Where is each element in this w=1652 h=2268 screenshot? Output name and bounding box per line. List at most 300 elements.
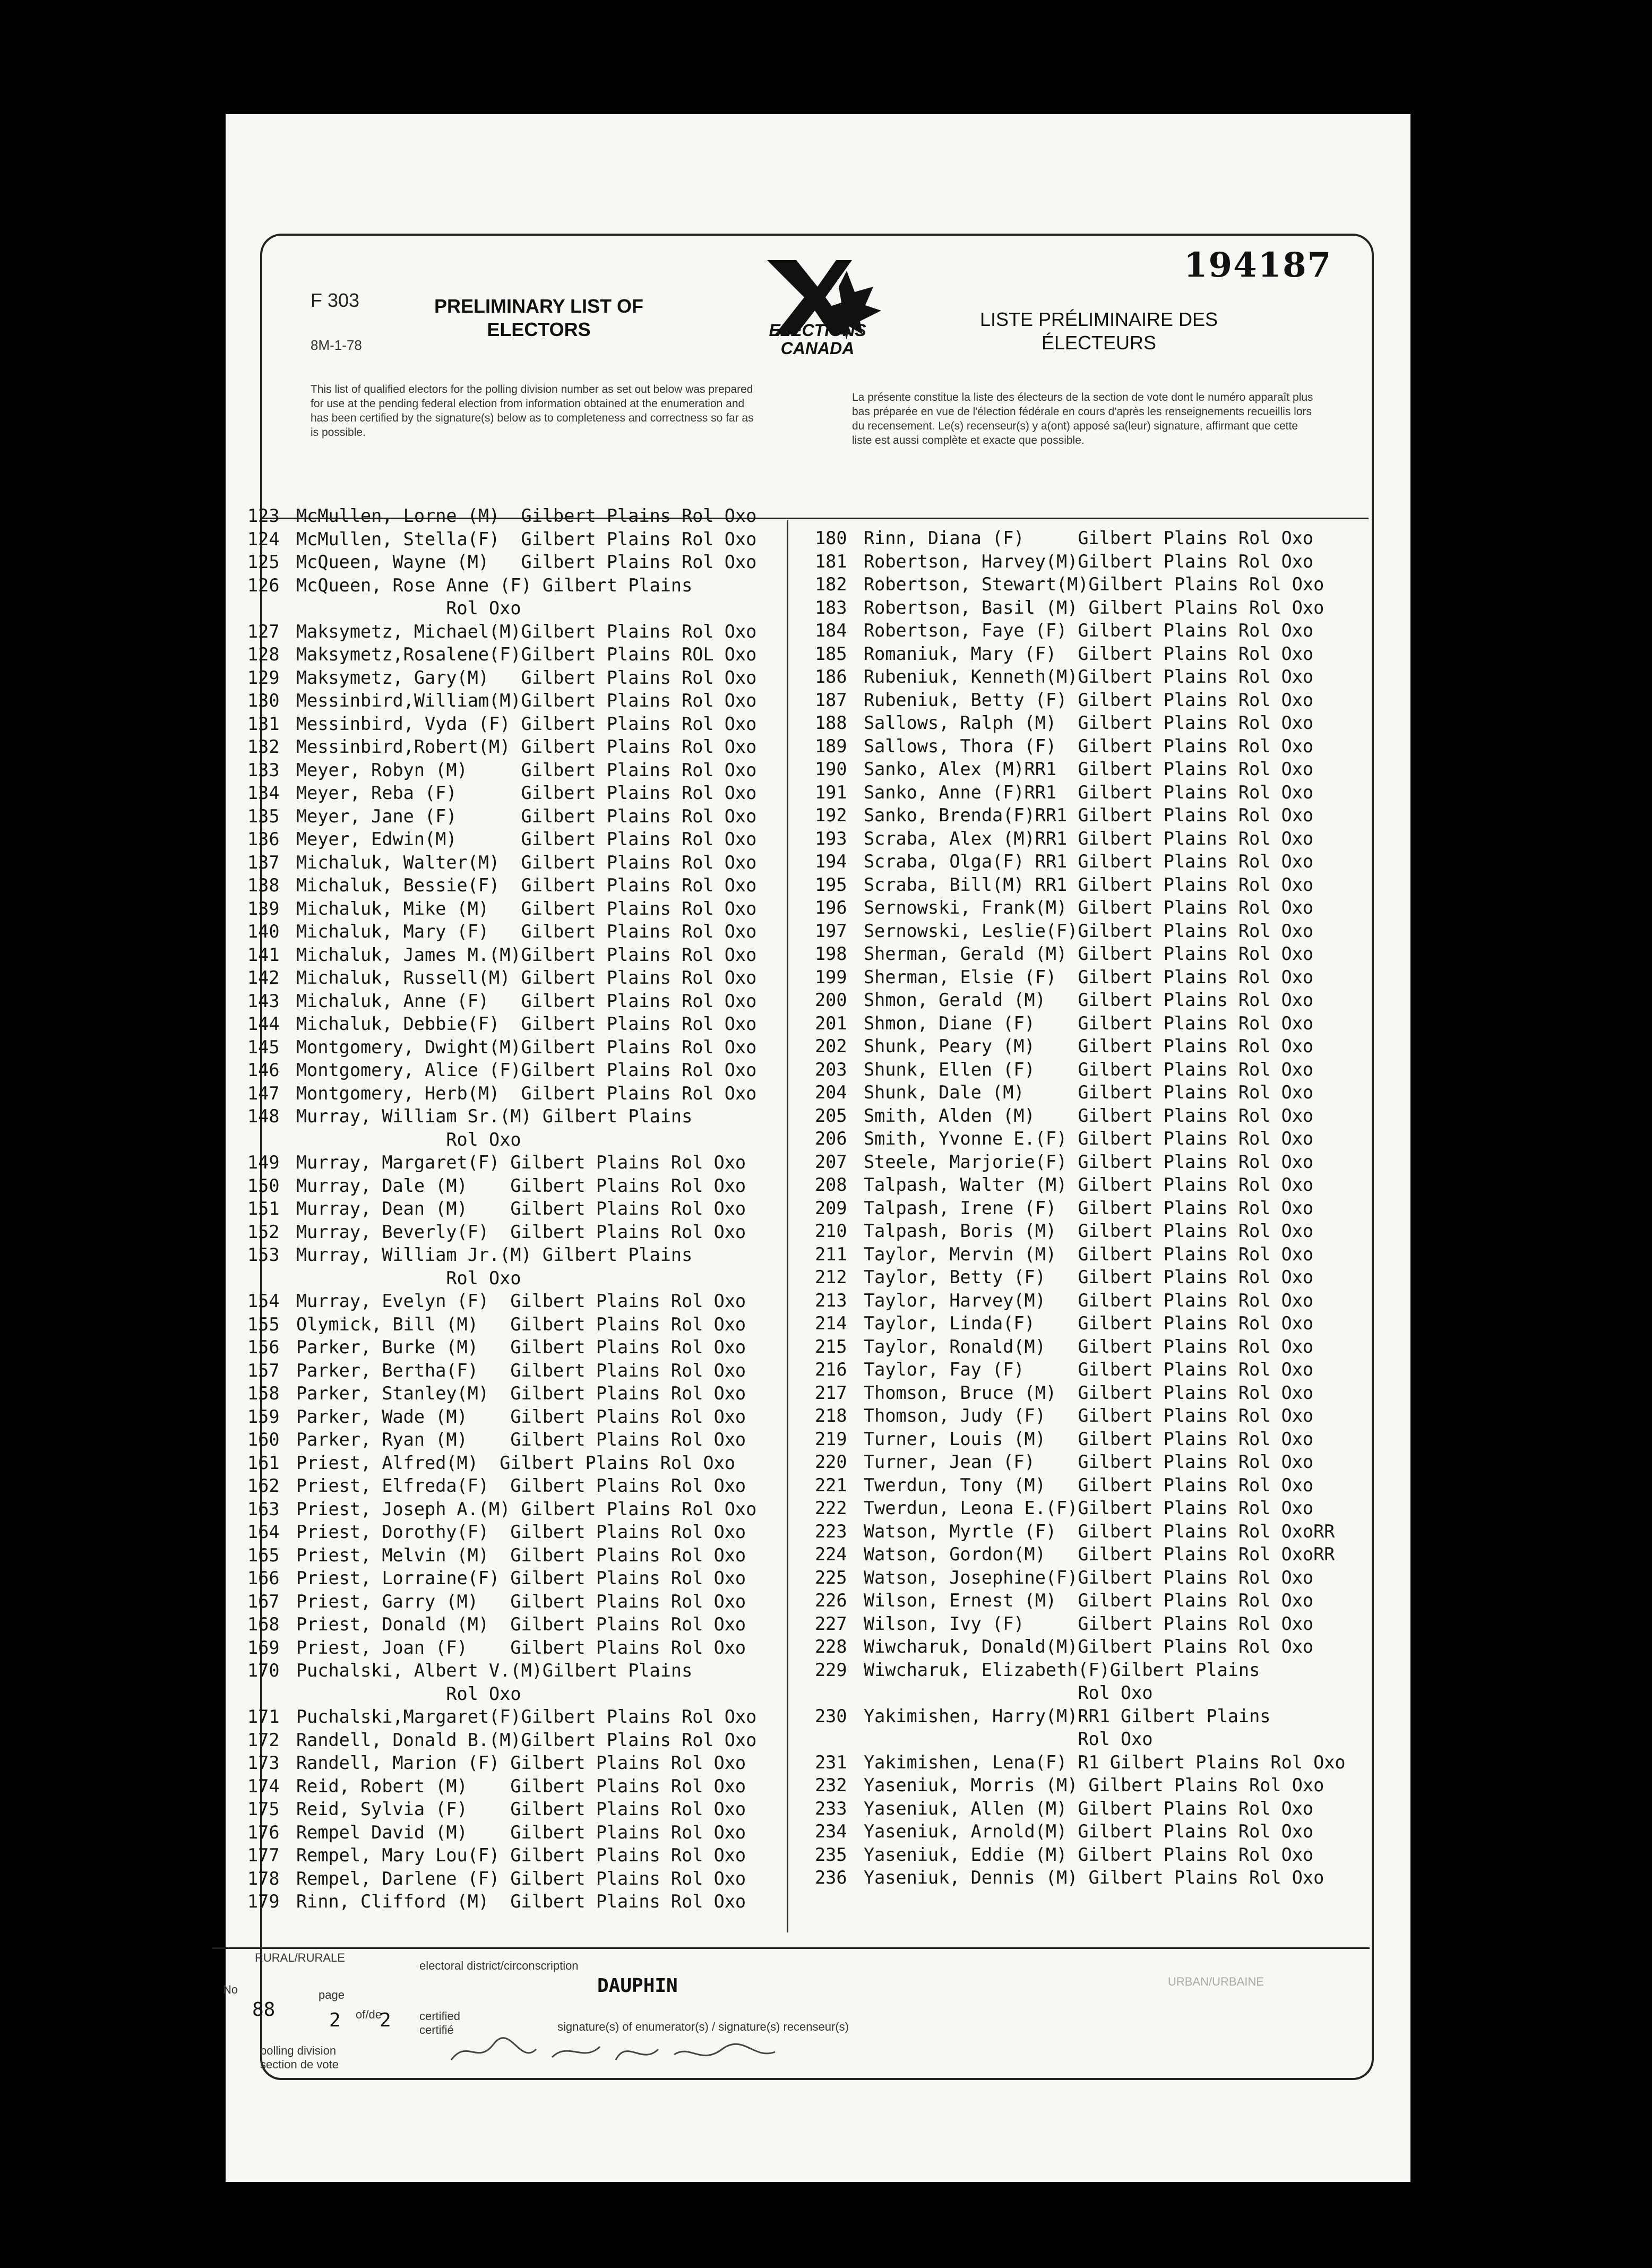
elector-row	[815, 735, 1346, 758]
elector-number: 221	[815, 1474, 847, 1496]
elector-entry: Rubeniuk, Kenneth(M)Gilbert Plains Rol Oxo	[864, 666, 1314, 687]
elector-entry: Priest, Melvin (M) Gilbert Plains Rol Oxo	[296, 1544, 746, 1566]
elector-number: 191	[815, 781, 847, 803]
elector-number: 159	[247, 1406, 280, 1427]
elector-entry: Montgomery, Herb(M) Gilbert Plains Rol Oxo	[296, 1083, 757, 1104]
elector-row	[247, 1221, 756, 1244]
elector-number: 149	[247, 1152, 280, 1173]
elector-number: 196	[815, 897, 847, 918]
elector-row	[815, 665, 1346, 689]
elector-row	[247, 712, 756, 736]
elector-entry: Watson, Gordon(M) Gilbert Plains Rol OxoRR	[864, 1544, 1335, 1565]
elector-row	[815, 1127, 1346, 1150]
elector-number: 220	[815, 1451, 847, 1472]
elector-entry: Twerdun, Leona E.(F)Gilbert Plains Rol Oxo	[864, 1498, 1314, 1518]
elector-row	[815, 596, 1346, 620]
elector-number: 215	[815, 1336, 847, 1357]
elector-row	[815, 527, 1346, 550]
elector-number: 131	[247, 713, 280, 734]
elector-row	[247, 1059, 756, 1082]
elector-entry: Parker, Stanley(M) Gilbert Plains Rol Oxo	[296, 1383, 746, 1404]
elector-number: 164	[247, 1522, 280, 1542]
elector-number: 201	[815, 1012, 847, 1034]
elector-row	[815, 1474, 1346, 1497]
elector-number: 205	[815, 1105, 847, 1126]
elector-row	[247, 1890, 756, 1913]
elector-entry: Murray, William Jr.(M) Gilbert Plains	[296, 1244, 693, 1265]
elector-entry: Reid, Sylvia (F) Gilbert Plains Rol Oxo	[296, 1799, 746, 1819]
certified-label: certified certifié	[419, 2009, 461, 2037]
elector-entry: Wiwcharuk, Donald(M)Gilbert Plains Rol Oxo	[864, 1636, 1314, 1657]
elector-number: 218	[815, 1405, 847, 1426]
elector-row	[247, 1197, 756, 1221]
elector-number: 150	[247, 1175, 280, 1196]
elector-row	[815, 1543, 1346, 1566]
elector-entry: Shunk, Peary (M) Gilbert Plains Rol Oxo	[864, 1036, 1314, 1056]
elector-row	[247, 966, 756, 990]
elector-number: 161	[247, 1452, 280, 1473]
elector-entry: Sernowski, Frank(M) Gilbert Plains Rol Oxo	[864, 897, 1314, 918]
elector-entry: Smith, Alden (M) Gilbert Plains Rol Oxo	[864, 1105, 1314, 1126]
elector-entry: Rinn, Diana (F) Gilbert Plains Rol Oxo	[864, 528, 1314, 548]
elector-entry: Yakimishen, Harry(M)RR1 Gilbert Plains	[864, 1705, 1271, 1726]
elector-entry: Puchalski,Margaret(F)Gilbert Plains Rol Oxo	[296, 1706, 757, 1727]
elector-entry: Rol Oxo	[296, 1683, 521, 1704]
elector-row	[815, 1381, 1346, 1405]
page-label: page	[319, 1988, 345, 2001]
elector-number: 193	[815, 828, 847, 849]
elector-number: 186	[815, 666, 847, 687]
elector-row	[815, 1774, 1346, 1797]
elector-entry: Messinbird, Vyda (F) Gilbert Plains Rol Oxo	[296, 713, 757, 734]
elector-number: 176	[247, 1822, 280, 1843]
elector-row	[815, 642, 1346, 666]
elector-entry: Murray, William Sr.(M) Gilbert Plains	[296, 1106, 693, 1127]
elector-row	[247, 689, 756, 712]
elector-entry: Michaluk, Mary (F) Gilbert Plains Rol Oxo	[296, 921, 757, 942]
elector-row	[247, 1867, 756, 1891]
elector-entry: Scraba, Olga(F) RR1 Gilbert Plains Rol Oxo	[864, 851, 1314, 872]
elector-row	[815, 1173, 1346, 1197]
elector-entry: Turner, Jean (F) Gilbert Plains Rol Oxo	[864, 1451, 1314, 1472]
form-number: F 303	[311, 289, 360, 311]
elector-row	[815, 1243, 1346, 1266]
elector-row	[815, 1659, 1346, 1682]
elector-entry: Priest, Dorothy(F) Gilbert Plains Rol Oxo	[296, 1522, 746, 1542]
elector-row	[815, 781, 1346, 804]
elector-number: 171	[247, 1706, 280, 1727]
elector-entry: Talpash, Irene (F) Gilbert Plains Rol Oxo	[864, 1197, 1314, 1218]
elector-entry: Michaluk, James M.(M)Gilbert Plains Rol Oxo	[296, 944, 757, 965]
elector-entry: Meyer, Jane (F) Gilbert Plains Rol Oxo	[296, 805, 757, 827]
elector-number: 125	[247, 552, 280, 572]
elector-number: 231	[815, 1751, 847, 1773]
elector-entry: Turner, Louis (M) Gilbert Plains Rol Oxo	[864, 1428, 1314, 1449]
elector-number: 225	[815, 1567, 847, 1588]
elector-number: 178	[247, 1868, 280, 1889]
elector-number: 147	[247, 1083, 280, 1104]
elector-number: 169	[247, 1637, 280, 1658]
elector-entry: Talpash, Walter (M) Gilbert Plains Rol Oxo	[864, 1174, 1314, 1195]
elector-entry: Michaluk, Anne (F) Gilbert Plains Rol Oxo	[296, 990, 757, 1011]
elector-number: 170	[247, 1660, 280, 1681]
elector-row	[247, 1567, 756, 1590]
elector-entry: Rol Oxo	[864, 1729, 1153, 1749]
elector-entry: Priest, Garry (M) Gilbert Plains Rol Oxo	[296, 1591, 746, 1612]
elector-number: 124	[247, 528, 280, 549]
elector-number: 157	[247, 1360, 280, 1381]
elector-entry: Robertson, Faye (F) Gilbert Plains Rol Oxo	[864, 620, 1314, 641]
of-label: of/de	[356, 2008, 382, 2021]
elector-number: 207	[815, 1151, 847, 1172]
elector-number: 236	[815, 1867, 847, 1888]
elector-number: 155	[247, 1313, 280, 1335]
elector-entry: Murray, Beverly(F) Gilbert Plains Rol Oxo	[296, 1221, 746, 1242]
elector-entry: Murray, Dale (M) Gilbert Plains Rol Oxo	[296, 1175, 746, 1196]
elector-number: 228	[815, 1636, 847, 1657]
elector-row	[247, 1105, 756, 1128]
elector-entry: Watson, Myrtle (F) Gilbert Plains Rol OxoRR	[864, 1520, 1335, 1542]
elector-row	[815, 1450, 1346, 1474]
elector-entry: Steele, Marjorie(F) Gilbert Plains Rol Oxo	[864, 1151, 1314, 1172]
signature-label: signature(s) of enumerator(s) / signature(s) recenseur(s)	[557, 2020, 849, 2033]
elector-number: 174	[247, 1775, 280, 1797]
elector-row	[815, 1428, 1346, 1451]
title-english: PRELIMINARY LIST OF ELECTORS	[434, 295, 643, 340]
elector-entry: Priest, Elfreda(F) Gilbert Plains Rol Oxo	[296, 1475, 746, 1496]
elector-row	[247, 1613, 756, 1636]
elector-row	[815, 619, 1346, 642]
elector-number: 182	[815, 574, 847, 595]
elector-row	[247, 805, 756, 828]
elector-number: 126	[247, 574, 280, 596]
elector-number: 224	[815, 1544, 847, 1565]
elector-entry: Watson, Josephine(F)Gilbert Plains Rol Oxo	[864, 1567, 1314, 1588]
elector-row	[247, 1243, 756, 1267]
elector-row	[247, 1520, 756, 1544]
elector-row	[815, 1012, 1346, 1035]
elector-number: 158	[247, 1383, 280, 1404]
elector-entry: Reid, Robert (M) Gilbert Plains Rol Oxo	[296, 1775, 746, 1797]
elector-number: 216	[815, 1359, 847, 1380]
elector-entry: Robertson, Stewart(M)Gilbert Plains Rol Oxo	[864, 574, 1324, 595]
elector-entry: Scraba, Alex (M)RR1 Gilbert Plains Rol Oxo	[864, 828, 1314, 849]
elector-list-left	[247, 504, 756, 1913]
elector-number: 184	[815, 620, 847, 641]
elector-entry: Sallows, Ralph (M) Gilbert Plains Rol Oxo	[864, 712, 1314, 733]
polling-division-number: 88	[252, 1999, 276, 2021]
elector-row	[815, 1612, 1346, 1636]
elector-entry: Sernowski, Leslie(F)Gilbert Plains Rol Oxo	[864, 920, 1314, 941]
elector-entry: Michaluk, Russell(M) Gilbert Plains Rol Oxo	[296, 967, 757, 988]
elector-row	[815, 896, 1346, 920]
page-number: 2	[329, 2009, 341, 2031]
elector-row	[815, 1820, 1346, 1843]
elector-row	[247, 1012, 756, 1036]
elector-number: 194	[815, 851, 847, 872]
elector-number: 180	[815, 528, 847, 548]
rural-label: RURAL/RURALE	[255, 1951, 345, 1964]
elector-number: 123	[247, 505, 280, 526]
elector-entry: Wilson, Ivy (F) Gilbert Plains Rol Oxo	[864, 1613, 1314, 1634]
elector-entry: Smith, Yvonne E.(F) Gilbert Plains Rol Oxo	[864, 1128, 1314, 1149]
elector-number: 200	[815, 990, 847, 1010]
column-divider	[787, 520, 788, 1932]
elector-row	[815, 1751, 1346, 1774]
elector-number: 219	[815, 1428, 847, 1449]
elector-entry: Messinbird,Robert(M) Gilbert Plains Rol Oxo	[296, 736, 757, 757]
elector-entry: Yakimishen, Lena(F) R1 Gilbert Plains Rol Oxo	[864, 1751, 1346, 1773]
elector-row	[247, 643, 756, 666]
elector-entry: Meyer, Robyn (M) Gilbert Plains Rol Oxo	[296, 759, 757, 780]
elector-entry: Yaseniuk, Dennis (M) Gilbert Plains Rol Oxo	[864, 1867, 1324, 1888]
elector-row	[247, 1128, 756, 1152]
elector-entry: Parker, Wade (M) Gilbert Plains Rol Oxo	[296, 1406, 746, 1427]
elector-row	[815, 550, 1346, 573]
elector-row	[247, 1082, 756, 1105]
elector-row	[247, 1775, 756, 1798]
elector-row	[247, 1267, 756, 1290]
elector-number: 217	[815, 1382, 847, 1403]
elector-entry: Parker, Burke (M) Gilbert Plains Rol Oxo	[296, 1337, 746, 1358]
elector-entry: Thomson, Bruce (M) Gilbert Plains Rol Oxo	[864, 1382, 1314, 1403]
elector-entry: Priest, Donald (M) Gilbert Plains Rol Oxo	[296, 1614, 746, 1635]
elector-row	[247, 1174, 756, 1198]
elector-row	[815, 850, 1346, 873]
elector-row	[247, 1844, 756, 1867]
elector-row	[815, 827, 1346, 850]
elector-row	[815, 1520, 1346, 1543]
elector-row	[815, 1035, 1346, 1058]
elector-row	[247, 897, 756, 921]
elector-number: 141	[247, 944, 280, 965]
elector-number: 213	[815, 1290, 847, 1311]
elector-entry: Murray, Dean (M) Gilbert Plains Rol Oxo	[296, 1198, 746, 1219]
elector-entry: Yaseniuk, Allen (M) Gilbert Plains Rol Oxo	[864, 1798, 1314, 1819]
elector-entry: Rempel, Mary Lou(F) Gilbert Plains Rol Oxo	[296, 1845, 746, 1866]
elector-entry: Taylor, Betty (F) Gilbert Plains Rol Oxo	[864, 1267, 1314, 1287]
elector-row	[815, 689, 1346, 712]
elector-row	[247, 1451, 756, 1475]
logo-text: ELECTIONS CANADA	[769, 321, 866, 358]
elector-number: 179	[247, 1891, 280, 1912]
elector-row	[247, 1428, 756, 1451]
elector-number: 168	[247, 1614, 280, 1635]
elector-entry: Sanko, Alex (M)RR1 Gilbert Plains Rol Oxo	[864, 759, 1314, 779]
elector-entry: Parker, Bertha(F) Gilbert Plains Rol Oxo	[296, 1360, 746, 1381]
elector-row	[815, 966, 1346, 989]
elector-entry: Shunk, Dale (M) Gilbert Plains Rol Oxo	[864, 1082, 1314, 1103]
elector-number: 135	[247, 805, 280, 827]
elector-entry: Murray, Margaret(F) Gilbert Plains Rol Oxo	[296, 1152, 746, 1173]
elector-row	[815, 1589, 1346, 1612]
elector-entry: Rempel David (M) Gilbert Plains Rol Oxo	[296, 1822, 746, 1843]
elector-row	[815, 1312, 1346, 1335]
elector-entry: Michaluk, Mike (M) Gilbert Plains Rol Oxo	[296, 898, 757, 919]
elector-row	[815, 1219, 1346, 1243]
form-date: 8M-1-78	[311, 337, 362, 353]
elector-row	[815, 711, 1346, 735]
elector-number: 206	[815, 1128, 847, 1149]
elector-entry: Montgomery, Dwight(M)Gilbert Plains Rol Oxo	[296, 1036, 757, 1058]
elector-row	[247, 1751, 756, 1775]
elector-entry: Randell, Marion (F) Gilbert Plains Rol Oxo	[296, 1752, 746, 1773]
elector-row	[247, 1682, 756, 1706]
elector-number: 185	[815, 643, 847, 664]
elector-entry: Randell, Donald B.(M)Gilbert Plains Rol Oxo	[296, 1729, 757, 1750]
elector-entry: Michaluk, Walter(M) Gilbert Plains Rol Oxo	[296, 852, 757, 873]
elector-entry: Shmon, Gerald (M) Gilbert Plains Rol Oxo	[864, 990, 1314, 1010]
elector-number: 128	[247, 644, 280, 665]
elector-row	[815, 920, 1346, 943]
elector-row	[815, 1266, 1346, 1289]
elector-row	[247, 551, 756, 574]
elector-number: 208	[815, 1174, 847, 1195]
elector-entry: Yaseniuk, Morris (M) Gilbert Plains Rol Oxo	[864, 1775, 1324, 1796]
elector-row	[247, 1821, 756, 1844]
urban-label: URBAN/URBAINE	[1168, 1975, 1264, 1988]
elector-number: 229	[815, 1659, 847, 1680]
elector-number: 145	[247, 1036, 280, 1058]
polling-division-label: polling division section de vote	[260, 2044, 339, 2071]
elector-entry: Robertson, Basil (M) Gilbert Plains Rol Oxo	[864, 597, 1324, 618]
elector-entry: Rempel, Darlene (F) Gilbert Plains Rol Oxo	[296, 1868, 746, 1889]
elector-entry: Rubeniuk, Betty (F) Gilbert Plains Rol Oxo	[864, 689, 1314, 710]
elector-entry: Shunk, Ellen (F) Gilbert Plains Rol Oxo	[864, 1059, 1314, 1080]
elector-entry: Rol Oxo	[296, 598, 521, 618]
elector-entry: Puchalski, Albert V.(M)Gilbert Plains	[296, 1660, 693, 1681]
elector-number: 133	[247, 759, 280, 780]
elector-entry: McQueen, Wayne (M) Gilbert Plains Rol Oxo	[296, 552, 757, 572]
elector-number: 204	[815, 1082, 847, 1103]
elector-row	[247, 1359, 756, 1382]
elector-row	[247, 781, 756, 805]
elector-number: 192	[815, 805, 847, 826]
elector-row	[815, 1058, 1346, 1081]
elector-row	[247, 666, 756, 690]
elector-row	[815, 573, 1346, 596]
elector-number: 232	[815, 1775, 847, 1796]
elector-entry: Taylor, Ronald(M) Gilbert Plains Rol Oxo	[864, 1336, 1314, 1357]
elector-number: 148	[247, 1106, 280, 1127]
elector-number: 226	[815, 1590, 847, 1611]
elector-row	[815, 1335, 1346, 1359]
elector-row	[815, 1150, 1346, 1174]
elector-entry: Rinn, Clifford (M) Gilbert Plains Rol Oxo	[296, 1891, 746, 1912]
elector-row	[815, 1566, 1346, 1590]
elector-number: 140	[247, 921, 280, 942]
elector-number: 137	[247, 852, 280, 873]
elector-entry: Priest, Joan (F) Gilbert Plains Rol Oxo	[296, 1637, 746, 1658]
elector-row	[815, 1197, 1346, 1220]
elector-row	[247, 1659, 756, 1682]
elector-entry: Maksymetz,Rosalene(F)Gilbert Plains ROL Oxo	[296, 644, 757, 665]
elector-number: 189	[815, 735, 847, 757]
elector-row	[247, 1798, 756, 1821]
elector-row	[247, 1382, 756, 1405]
elector-row	[247, 943, 756, 967]
elector-number: 129	[247, 667, 280, 688]
elector-number: 222	[815, 1498, 847, 1518]
elector-entry: Taylor, Fay (F) Gilbert Plains Rol Oxo	[864, 1359, 1314, 1380]
elector-row	[815, 1843, 1346, 1867]
elector-number: 190	[815, 759, 847, 779]
elector-entry: Taylor, Linda(F) Gilbert Plains Rol Oxo	[864, 1313, 1314, 1334]
elector-number: 132	[247, 736, 280, 757]
elector-number: 175	[247, 1799, 280, 1819]
elector-row	[247, 1729, 756, 1752]
intro-french: La présente constitue la liste des électeurs de la section de vote dont le numéro apparaît plus bas préparée en vue de l'élection fédérale en cours d'après les renseignements recueillis lors du recensement. Le(s) recenseur(s) y a(ont) apposé sa(leur) signature, affirmant que cette liste est aussi complète et exacte que possible.	[852, 391, 1313, 446]
elector-entry: Montgomery, Alice (F)Gilbert Plains Rol Oxo	[296, 1060, 757, 1080]
elector-row	[815, 1728, 1346, 1751]
elector-row	[247, 759, 756, 782]
elector-number: 130	[247, 690, 280, 711]
elector-row	[815, 1705, 1346, 1728]
elector-entry: Michaluk, Bessie(F) Gilbert Plains Rol Oxo	[296, 875, 757, 896]
elector-row	[815, 989, 1346, 1012]
elector-row	[815, 1866, 1346, 1889]
elector-number: 166	[247, 1568, 280, 1588]
elector-entry: Priest, Alfred(M) Gilbert Plains Rol Oxo	[296, 1452, 735, 1473]
elector-number: 151	[247, 1198, 280, 1219]
elector-row	[247, 528, 756, 551]
elector-row	[815, 1081, 1346, 1104]
elector-number: 134	[247, 783, 280, 803]
elector-row	[247, 735, 756, 759]
elector-number: 230	[815, 1705, 847, 1726]
elector-entry: Murray, Evelyn (F) Gilbert Plains Rol Oxo	[296, 1291, 746, 1311]
elector-entry: Sherman, Elsie (F) Gilbert Plains Rol Oxo	[864, 966, 1314, 987]
elector-row	[247, 1636, 756, 1660]
elector-row	[815, 873, 1346, 897]
elector-number: 209	[815, 1197, 847, 1218]
elector-entry: Taylor, Harvey(M) Gilbert Plains Rol Oxo	[864, 1290, 1314, 1311]
elector-row	[815, 1289, 1346, 1312]
elector-number: 214	[815, 1313, 847, 1334]
elector-number: 153	[247, 1244, 280, 1265]
footer-divider	[212, 1947, 1370, 1949]
electoral-district: DAUPHIN	[597, 1975, 678, 1997]
elector-number: 167	[247, 1591, 280, 1612]
elector-number: 162	[247, 1475, 280, 1496]
elector-entry: Wilson, Ernest (M) Gilbert Plains Rol Oxo	[864, 1590, 1314, 1611]
elector-entry: Yaseniuk, Arnold(M) Gilbert Plains Rol Oxo	[864, 1821, 1314, 1842]
elector-number: 203	[815, 1059, 847, 1080]
elector-number: 195	[815, 874, 847, 895]
elector-entry: Scraba, Bill(M) RR1 Gilbert Plains Rol Oxo	[864, 874, 1314, 895]
elector-row	[247, 1474, 756, 1498]
elector-number: 136	[247, 829, 280, 849]
elector-number: 163	[247, 1498, 280, 1519]
elector-row	[247, 1544, 756, 1567]
elector-row	[247, 1313, 756, 1336]
elector-number: 187	[815, 689, 847, 710]
elector-entry: Talpash, Boris (M) Gilbert Plains Rol Oxo	[864, 1221, 1314, 1241]
elector-row	[247, 990, 756, 1013]
elector-number: 210	[815, 1221, 847, 1241]
elector-entry: Yaseniuk, Eddie (M) Gilbert Plains Rol Oxo	[864, 1844, 1314, 1865]
elector-row	[815, 1104, 1346, 1128]
elector-number: 199	[815, 966, 847, 987]
elector-entry: Sanko, Brenda(F)RR1 Gilbert Plains Rol Oxo	[864, 805, 1314, 826]
elector-row	[815, 942, 1346, 966]
no-label: No	[223, 1983, 238, 1996]
elector-number: 138	[247, 875, 280, 896]
elector-list-right	[815, 527, 1346, 1889]
elector-row	[247, 1405, 756, 1429]
elector-entry: Maksymetz, Michael(M)Gilbert Plains Rol Oxo	[296, 621, 757, 642]
elector-number: 165	[247, 1544, 280, 1566]
